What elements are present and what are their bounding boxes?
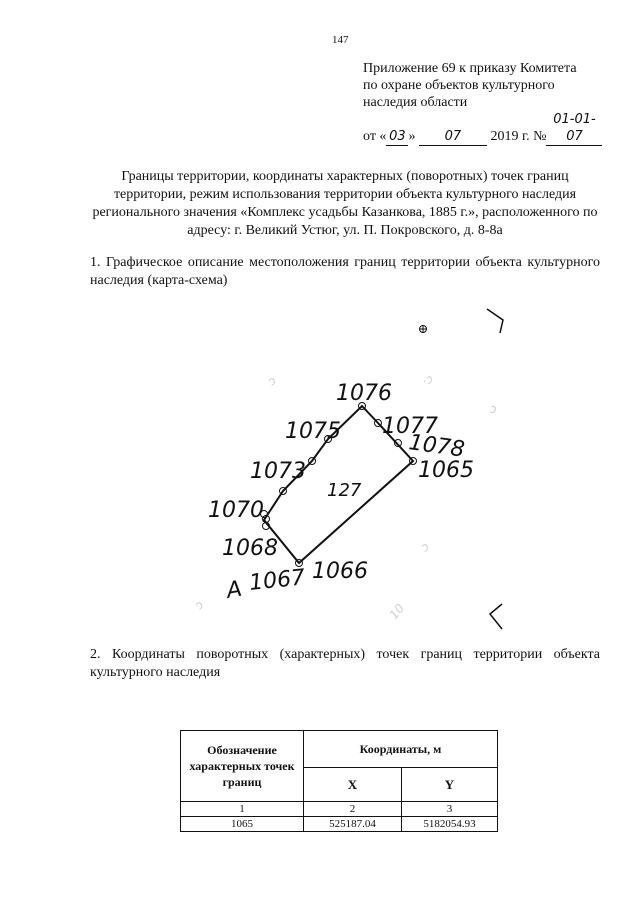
point-label-1068: 1068 (222, 536, 278, 561)
row-y-value: 5182054.93 (402, 817, 498, 832)
row-point-id: 1065 (181, 817, 304, 832)
y-column-header: Y (402, 768, 498, 802)
boundary-point-markers (261, 325, 428, 567)
annex-line-2: по охране объектов культурного (363, 78, 555, 93)
svg-text:ɔ: ɔ (417, 539, 432, 555)
corner-mark-bottom-right (490, 604, 502, 629)
svg-text:ɔ: ɔ (191, 597, 207, 612)
point-label-1067: 1067 (248, 565, 307, 596)
section-marker-letter: A (224, 576, 244, 604)
point-label-1077: 1077 (382, 414, 438, 439)
annex-line-3: наследия области (363, 95, 468, 110)
coordinates-table (180, 730, 498, 832)
column-number-2: 2 (304, 802, 402, 817)
svg-text:ɔ: ɔ (490, 402, 497, 416)
section-1-heading: 1. Графическое описание местоположения границ территории объекта культурного наследия (карта-схема) (90, 255, 600, 288)
point-label-1066: 1066 (312, 559, 368, 584)
parcel-number-label: 127 (327, 480, 362, 501)
x-column-header: X (304, 768, 402, 802)
section-2-heading: 2. Координаты поворотных (характерных) точек границ территории объекта культурного наследия (90, 647, 600, 680)
point-label-1070: 1070 (208, 498, 264, 523)
annex-year: 2019 г. № (490, 129, 547, 144)
point-label-1078: 1078 (407, 430, 467, 463)
document-title: Границы территории, координаты характерных (поворотных) точек границ территории, режим использования территории объекта культурного наследия регионального значения «Комплекс усадьбы Казанкова, 1885 г.», расположенного по адресу: г. Великий Устюг, ул. П. Покровского, д. 8-8а (92, 169, 598, 238)
coordinates-header: Координаты, м (304, 731, 498, 768)
annex-order-number: 01-01-07 (546, 111, 602, 146)
point-designation-header: Обозначение характерных точек границ (181, 731, 304, 802)
svg-text:10: 10 (386, 601, 408, 622)
table-row (181, 817, 498, 832)
column-number-1: 1 (181, 802, 304, 817)
point-label-1076: 1076 (336, 381, 392, 406)
annex-day: 03 (386, 128, 408, 146)
row-x-value: 525187.04 (304, 817, 402, 832)
annex-from-prefix: от « (363, 129, 387, 144)
svg-text:·ɔ: ·ɔ (419, 371, 436, 389)
column-number-3: 3 (402, 802, 498, 817)
point-label-1065: 1065 (418, 458, 474, 483)
annex-day-suffix: » (408, 129, 416, 144)
annex-line-1: Приложение 69 к приказу Комитета (363, 61, 577, 76)
corner-mark-top-right (487, 309, 503, 333)
annex-month: 07 (419, 128, 487, 146)
page-number: 147 (332, 34, 349, 46)
svg-text:ɔ: ɔ (264, 373, 279, 389)
point-label-1073: 1073 (250, 459, 306, 484)
point-label-1075: 1075 (285, 419, 341, 444)
